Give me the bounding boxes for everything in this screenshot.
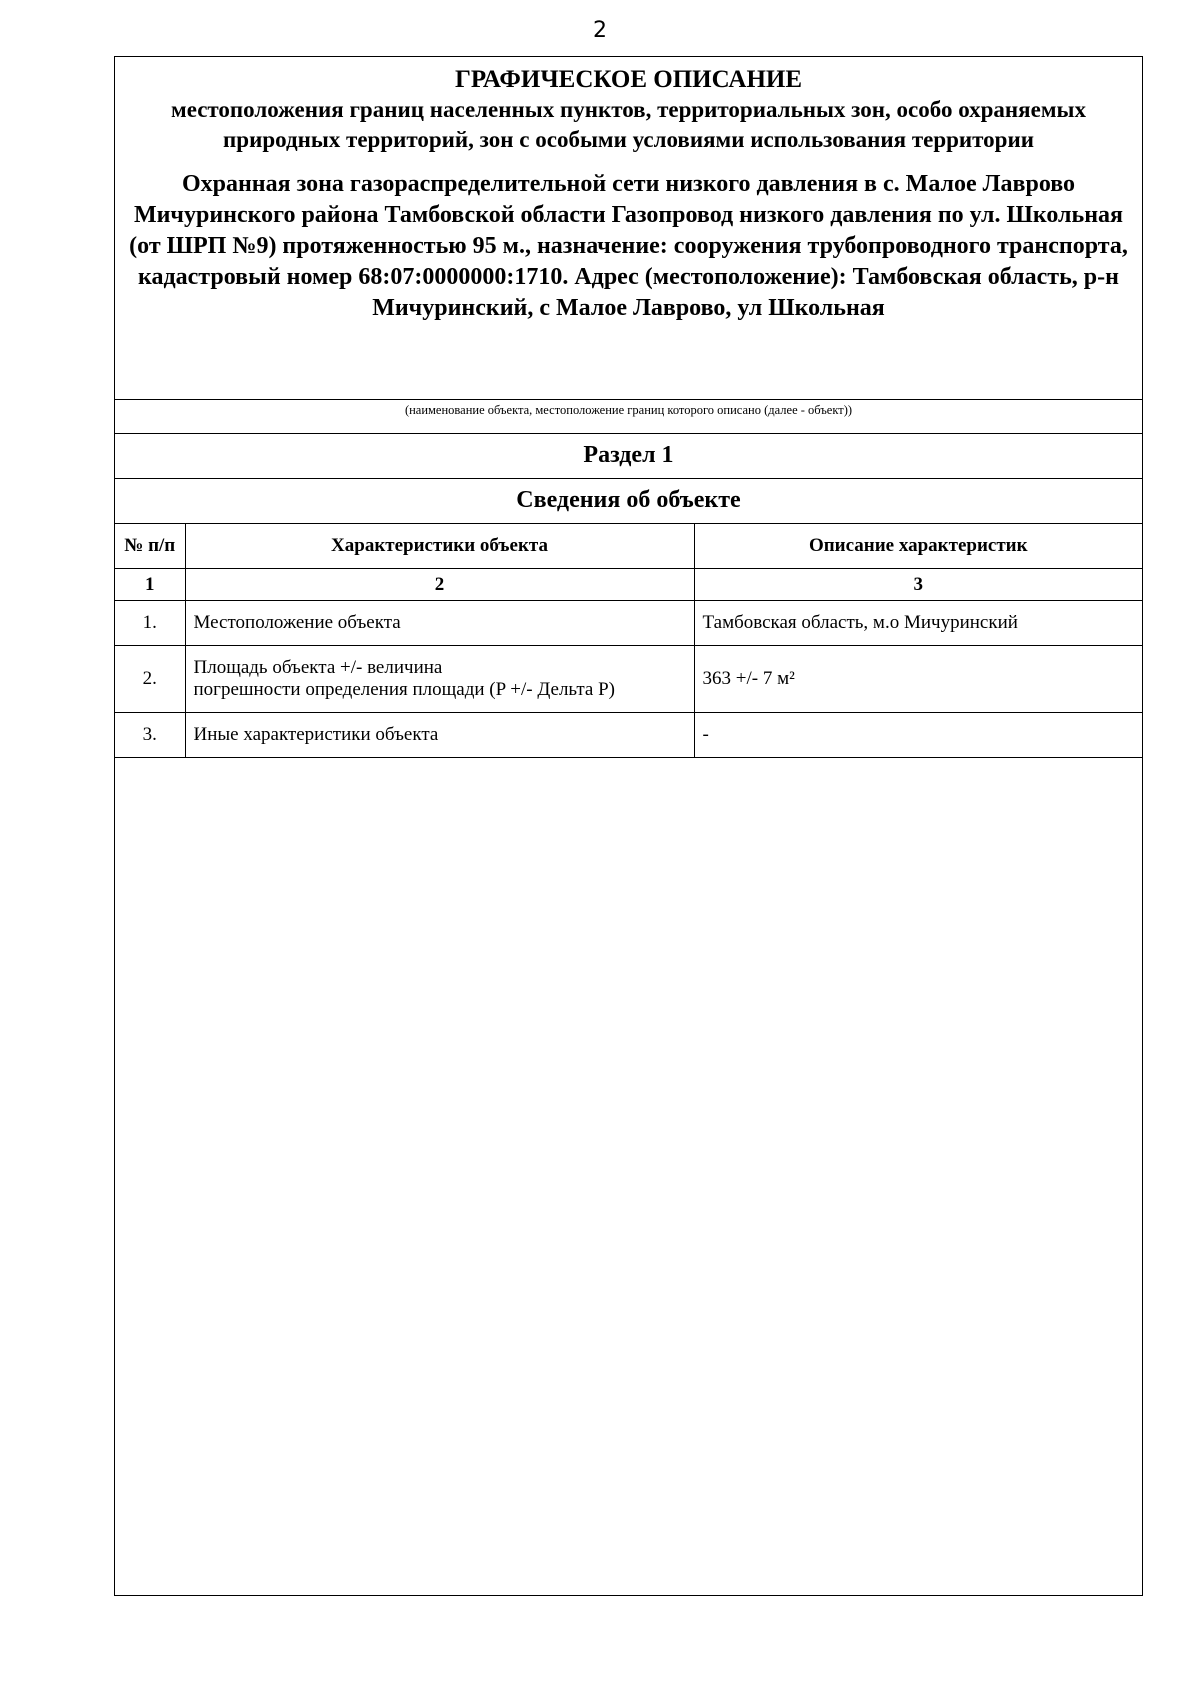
row-characteristic: Площадь объекта +/- величина погрешности определения площади (P +/- Дельта P) xyxy=(185,646,694,713)
table-row xyxy=(115,646,1142,713)
object-name-caption: (наименование объекта, местоположение границ которого описано (далее - объект)) xyxy=(404,403,853,417)
header-cell-characteristic: Характеристики объекта xyxy=(185,524,694,569)
document-subtitle: местоположения границ населенных пунктов, территориальных зон, особо охраняемых природных территорий, зон с особыми условиями использования территории xyxy=(171,97,1086,152)
document-header xyxy=(115,57,1142,399)
header-cell-number: № п/п xyxy=(115,524,185,569)
table-column-numbers-row xyxy=(115,569,1142,601)
row-number: 3. xyxy=(115,713,185,758)
row-characteristic: Местоположение объекта xyxy=(185,601,694,646)
object-info-table xyxy=(115,523,1142,758)
row-description: Тамбовская область, м.о Мичуринский xyxy=(694,601,1142,646)
row-characteristic: Иные характеристики объекта xyxy=(185,713,694,758)
table-row xyxy=(115,601,1142,646)
section-label: Раздел 1 xyxy=(583,442,674,468)
section-title: Сведения об объекте xyxy=(516,487,741,513)
table-header-row xyxy=(115,524,1142,569)
document-title: ГРАФИЧЕСКОЕ ОПИСАНИЕ xyxy=(454,66,803,93)
column-number: 3 xyxy=(694,569,1142,601)
row-number: 1. xyxy=(115,601,185,646)
document-frame xyxy=(114,56,1143,1596)
table-row xyxy=(115,713,1142,758)
row-description: 363 +/- 7 м² xyxy=(694,646,1142,713)
row-description: - xyxy=(694,713,1142,758)
page-number: 2 xyxy=(593,18,607,43)
row-number: 2. xyxy=(115,646,185,713)
column-number: 1 xyxy=(115,569,185,601)
object-name: Охранная зона газораспределительной сети низкого давления в с. Малое Лаврово Мичуринского района Тамбовской области Газопровод низкого давления по ул. Школьная (от ШРП №9) протяженностью 95 м., назначение: сооружения трубопроводного транспорта, кадастровый номер 68:07:0000000:1710. Адрес (местоположение): Тамбовская область, р-н Мичуринский, с Малое Лаврово, ул Школьная xyxy=(129,171,1128,321)
column-number: 2 xyxy=(185,569,694,601)
divider xyxy=(115,399,1142,400)
header-cell-description: Описание характеристик xyxy=(694,524,1142,569)
